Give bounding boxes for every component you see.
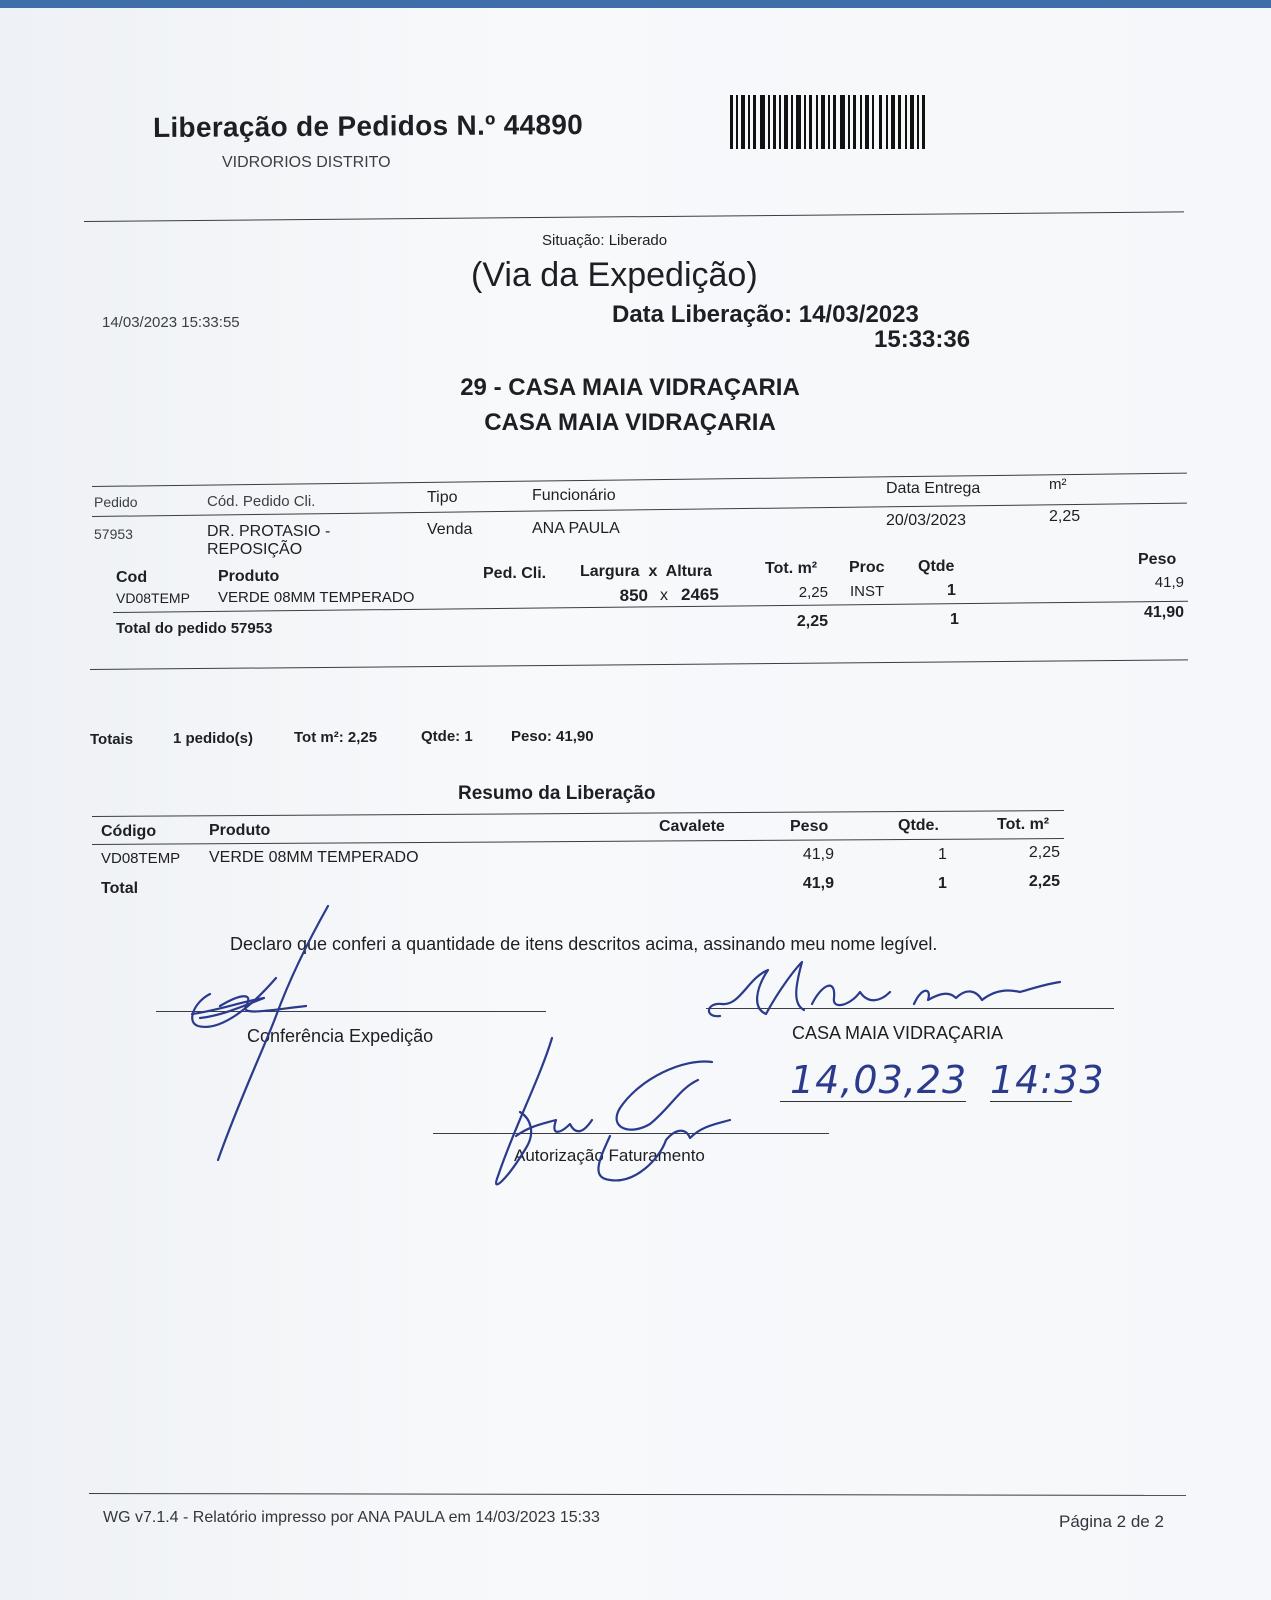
- summary-header-peso: Peso: [790, 818, 829, 835]
- items-header-peso: Peso: [1138, 551, 1177, 568]
- item-dimension-separator: x: [660, 587, 668, 604]
- declaration-text: Declaro que conferi a quantidade de itens descritos acima, assinando meu nome legível.: [230, 934, 938, 954]
- signature-cliente: [700, 948, 1090, 1038]
- item-product: VERDE 08MM TEMPERADO: [218, 589, 415, 606]
- copy-type-heading: (Via da Expedição): [471, 256, 758, 294]
- items-header-proc: Proc: [849, 559, 885, 576]
- summary-header-codigo: Código: [101, 823, 157, 840]
- document-page: [0, 8, 1271, 1600]
- handwritten-time-underline: [990, 1101, 1072, 1102]
- order-delivery-date: 20/03/2023: [886, 512, 967, 529]
- item-height: 2465: [681, 585, 719, 604]
- handwritten-time: 14:33: [990, 1058, 1105, 1102]
- summary-total-weight: 41,9: [802, 875, 834, 892]
- order-total-m2: 2,25: [796, 613, 828, 630]
- summary-header-produto: Produto: [209, 822, 271, 839]
- item-tot-m2: 2,25: [798, 584, 828, 601]
- print-timestamp: 14/03/2023 15:33:55: [102, 314, 240, 331]
- footer-rule: [89, 1493, 1186, 1496]
- summary-row-product: VERDE 08MM TEMPERADO: [209, 849, 419, 866]
- items-header-cod: Cod: [116, 569, 148, 586]
- header-m2: m²: [1049, 476, 1067, 493]
- items-header-produto: Produto: [218, 568, 280, 585]
- header-tipo: Tipo: [427, 489, 458, 506]
- items-header-dimensions: Largura x Altura: [580, 563, 712, 580]
- summary-row-weight: 41,9: [802, 846, 834, 863]
- item-peso: 41,9: [1154, 574, 1184, 591]
- summary-total-label: Total: [101, 880, 139, 897]
- order-employee: ANA PAULA: [532, 520, 620, 537]
- item-code: VD08TEMP: [116, 590, 190, 606]
- release-date-value: 14/03/2023: [798, 301, 919, 328]
- summary-row-code: VD08TEMP: [101, 850, 181, 867]
- summary-row-m2: 2,25: [1028, 844, 1060, 861]
- status-label: Situação: Liberado: [542, 232, 668, 249]
- signature-label-cliente: CASA MAIA VIDRAÇARIA: [792, 1023, 1004, 1043]
- summary-title: Resumo da Liberação: [458, 783, 656, 804]
- header-cod-pedido-cli: Cód. Pedido Cli.: [207, 493, 316, 510]
- order-bottom-rule: [90, 659, 1188, 670]
- summary-row-qtde: 1: [938, 846, 947, 863]
- signature-label-conferencia: Conferência Expedição: [247, 1026, 434, 1046]
- order-total-peso: 41,90: [1143, 604, 1184, 621]
- handwritten-date: 14,03,23: [790, 1058, 968, 1102]
- totals-label: Totais: [90, 731, 134, 748]
- page-number: Página 2 de 2: [1059, 1512, 1164, 1531]
- summary-header-qtde: Qtde.: [898, 817, 939, 834]
- summary-header-tot-m2: Tot. m²: [997, 816, 1050, 833]
- client-name: 29 - CASA MAIA VIDRAÇARIA: [460, 374, 800, 401]
- order-top-rule: [92, 473, 1187, 487]
- barcode: [730, 93, 928, 151]
- release-date: [612, 301, 919, 329]
- order-type: Venda: [427, 521, 473, 538]
- header-funcionario: Funcionário: [532, 487, 616, 504]
- handwritten-date-underline: [780, 1101, 966, 1102]
- item-qtde: 1: [947, 582, 956, 599]
- header-divider: [84, 211, 1184, 222]
- order-number: 57953: [94, 526, 133, 542]
- release-date-label: Data Liberação:: [612, 301, 793, 328]
- totals-orders: 1 pedido(s): [173, 730, 254, 747]
- item-width: 850: [619, 586, 648, 605]
- summary-total-qtde: 1: [938, 875, 947, 892]
- item-proc: INST: [850, 583, 885, 600]
- summary-header-cavalete: Cavalete: [659, 818, 725, 835]
- order-client-code-line2: REPOSIÇÃO: [207, 541, 303, 558]
- release-time: 15:33:36: [874, 326, 971, 353]
- order-client-code-line1: DR. PROTASIO -: [207, 523, 331, 540]
- company-name: VIDRORIOS DISTRITO: [222, 154, 391, 171]
- footer-printed-by: WG v7.1.4 - Relatório impresso por ANA PAULA em 14/03/2023 15:33: [103, 1509, 600, 1526]
- header-pedido: Pedido: [94, 494, 138, 510]
- signature-autorizacao: [480, 1028, 770, 1188]
- report-title: Liberação de Pedidos N.º 44890: [152, 108, 584, 143]
- items-header-ped-cli: Ped. Cli.: [483, 565, 547, 582]
- header-data-entrega: Data Entrega: [886, 480, 981, 497]
- totals-m2: Tot m²: 2,25: [294, 729, 378, 746]
- totals-weight: Peso: 41,90: [511, 728, 594, 745]
- signature-conferencia: [180, 898, 340, 1168]
- signature-label-autorizacao: Autorização Faturamento: [514, 1146, 705, 1165]
- items-header-tot-m2: Tot. m²: [765, 560, 818, 577]
- client-trade-name: CASA MAIA VIDRAÇARIA: [484, 409, 776, 436]
- summary-total-m2: 2,25: [1028, 873, 1060, 890]
- totals-qtde: Qtde: 1: [421, 728, 473, 745]
- summary-top-rule: [92, 810, 1064, 817]
- order-total-label: Total do pedido 57953: [116, 620, 273, 637]
- order-m2: 2,25: [1049, 508, 1081, 525]
- order-total-qtde: 1: [950, 611, 959, 628]
- items-header-qtde: Qtde: [918, 558, 955, 575]
